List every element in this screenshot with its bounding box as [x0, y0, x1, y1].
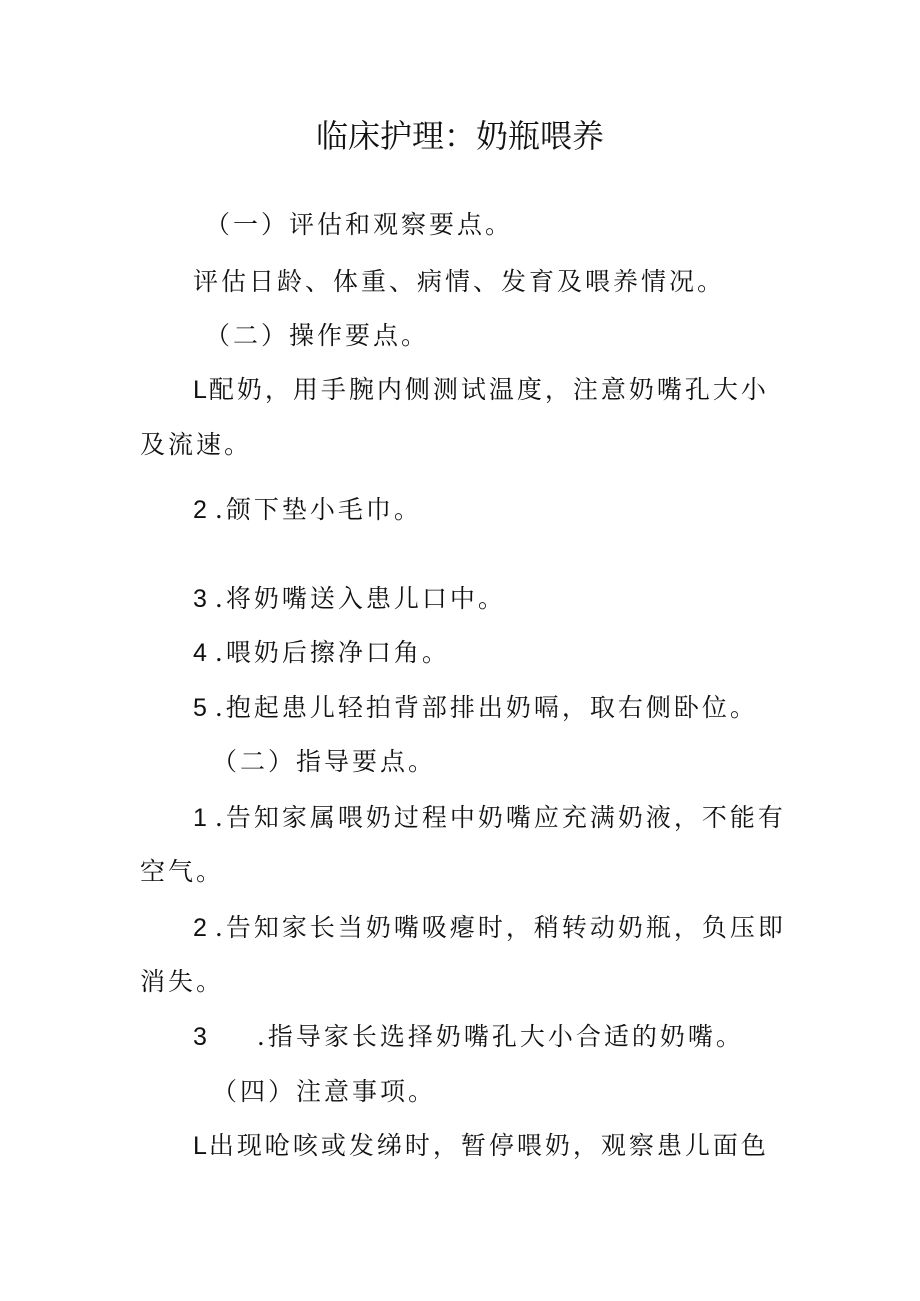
section-heading-operation: （二）操作要点。 — [205, 321, 430, 350]
list-number: L — [193, 1132, 207, 1160]
list-number: 2 — [193, 914, 207, 942]
list-item-guidance-1 — [193, 798, 786, 838]
list-text: 配奶，用手腕内侧测试温度，注意奶嘴孔大小 — [208, 375, 769, 404]
list-item-operation-3 — [193, 579, 506, 619]
list-item-operation-1 — [193, 370, 769, 410]
list-text: .告知家长当奶嘴吸瘪时，稍转动奶瓶，负压即 — [214, 913, 786, 942]
paragraph-assessment: 评估日龄、体重、病情、发育及喂养情况。 — [193, 267, 726, 296]
list-item-guidance-1-continued: 空气。 — [140, 857, 225, 886]
list-number: 3 — [193, 585, 207, 613]
list-item-guidance-2 — [193, 908, 786, 948]
list-item-operation-2 — [193, 490, 422, 530]
list-text: .告知家属喂奶过程中奶嘴应充满奶液，不能有 — [214, 803, 786, 832]
list-number: 3 — [193, 1023, 207, 1051]
list-item-operation-4 — [193, 633, 450, 673]
section-heading-precautions: （四）注意事项。 — [212, 1077, 437, 1106]
list-text: .将奶嘴送入患儿口中。 — [214, 584, 506, 613]
list-number: 4 — [193, 639, 207, 667]
list-number: L — [193, 376, 207, 404]
document-title: 临床护理：奶瓶喂养 — [315, 117, 604, 155]
list-item-precautions-1 — [193, 1126, 769, 1166]
list-text: .抱起患儿轻拍背部排出奶嗝，取右侧卧位。 — [214, 693, 758, 722]
list-number: 2 — [193, 496, 207, 524]
section-heading-guidance: （二）指导要点。 — [212, 747, 437, 776]
list-item-operation-5 — [193, 688, 758, 728]
list-number: 5 — [193, 694, 207, 722]
list-text: 出现呛咳或发绨时，暂停喂奶，观察患儿面色 — [208, 1131, 769, 1160]
list-item-operation-1-continued: 及流速。 — [140, 430, 253, 459]
list-item-guidance-2-continued: 消失。 — [140, 967, 225, 996]
list-text: .颌下垫小毛巾。 — [214, 495, 422, 524]
list-text: .喂奶后擦净口角。 — [214, 638, 450, 667]
list-item-guidance-3 — [193, 1017, 744, 1057]
list-text: .指导家长选择奶嘴孔大小合适的奶嘴。 — [256, 1022, 744, 1051]
section-heading-assessment: （一）评估和观察要点。 — [205, 210, 514, 239]
list-number: 1 — [193, 804, 207, 832]
